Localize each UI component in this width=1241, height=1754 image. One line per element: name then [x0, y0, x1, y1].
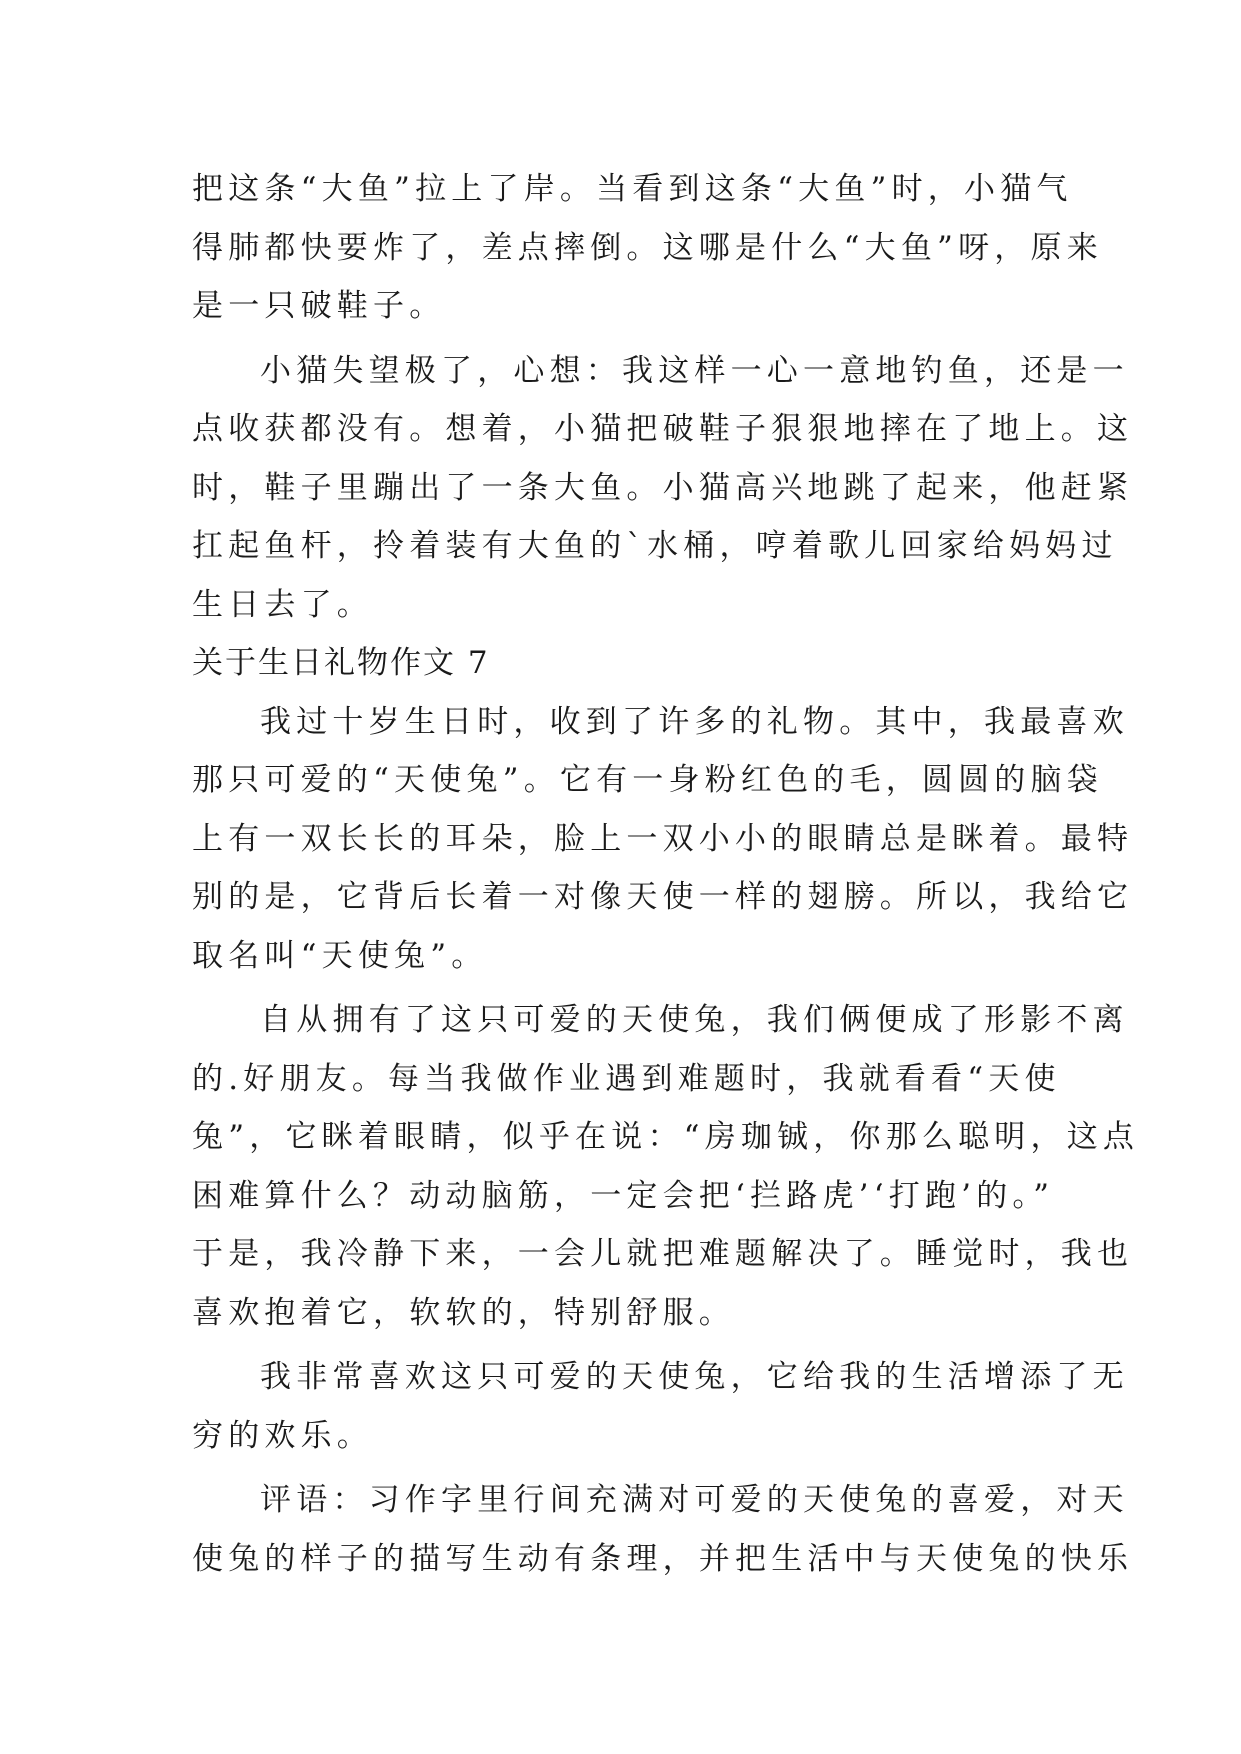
text-line: 小猫失望极了，心想：我这样一心一意地钓鱼，还是一: [260, 352, 1129, 389]
text-line: 使兔的样子的描写生动有条理，并把生活中与天使兔的快乐: [192, 1540, 1134, 1577]
text-line: 我非常喜欢这只可爱的天使兔，它给我的生活增添了无: [260, 1359, 1129, 1395]
text-line: 点收获都没有。想着，小猫把破鞋子狠狠地摔在了地上。这: [192, 411, 1134, 447]
text-line: 扛起鱼杆，拎着装有大鱼的`水桶，哼着歌儿回家给妈妈过: [192, 528, 1118, 564]
text-line: 自从拥有了这只可爱的天使兔，我们俩便成了形影不离: [260, 1002, 1129, 1038]
text-line: 的.好朋友。每当我做作业遇到难题时，我就看看“天使: [192, 1060, 1061, 1097]
section-heading: 关于生日礼物作文 7: [192, 645, 490, 681]
text-line: 是一只破鞋子。: [192, 288, 446, 324]
text-line: 喜欢抱着它，软软的，特别舒服。: [192, 1294, 735, 1331]
text-line: 上有一双长长的耳朵，脸上一双小小的眼睛总是眯着。最特: [192, 820, 1134, 857]
article-body: [192, 160, 1140, 1588]
text-line: 评语：习作字里行间充满对可爱的天使兔的喜爱，对天: [260, 1482, 1129, 1518]
text-line: 我过十岁生日时，收到了许多的礼物。其中，我最喜欢: [260, 703, 1129, 740]
text-line: 别的是，它背后长着一对像天使一样的翅膀。所以，我给它: [192, 879, 1134, 915]
text-line: 生日去了。: [192, 586, 373, 623]
text-line: 取名叫“天使兔”。: [192, 937, 488, 974]
text-line: 得肺都快要炸了，差点摔倒。这哪是什么“大鱼”呀，原来: [192, 229, 1103, 266]
text-line: 兔”，它眯着眼睛，似乎在说：“房珈铖，你那么聪明，这点: [192, 1119, 1140, 1155]
text-line: 于是，我冷静下来，一会儿就把难题解决了。睡觉时，我也: [192, 1236, 1134, 1272]
text-line: 穷的欢乐。: [192, 1417, 373, 1454]
text-line: 那只可爱的“天使兔”。它有一身粉红色的毛，圆圆的脑袋: [192, 762, 1103, 798]
text-line: 把这条“大鱼”拉上了岸。当看到这条“大鱼”时，小猫气: [192, 171, 1073, 207]
text-line: 困难算什么？动动脑筋，一定会把‘拦路虎’‘打跑’的。”: [192, 1177, 1055, 1214]
text-line: 时，鞋子里蹦出了一条大鱼。小猫高兴地跳了起来，他赶紧: [192, 469, 1134, 506]
